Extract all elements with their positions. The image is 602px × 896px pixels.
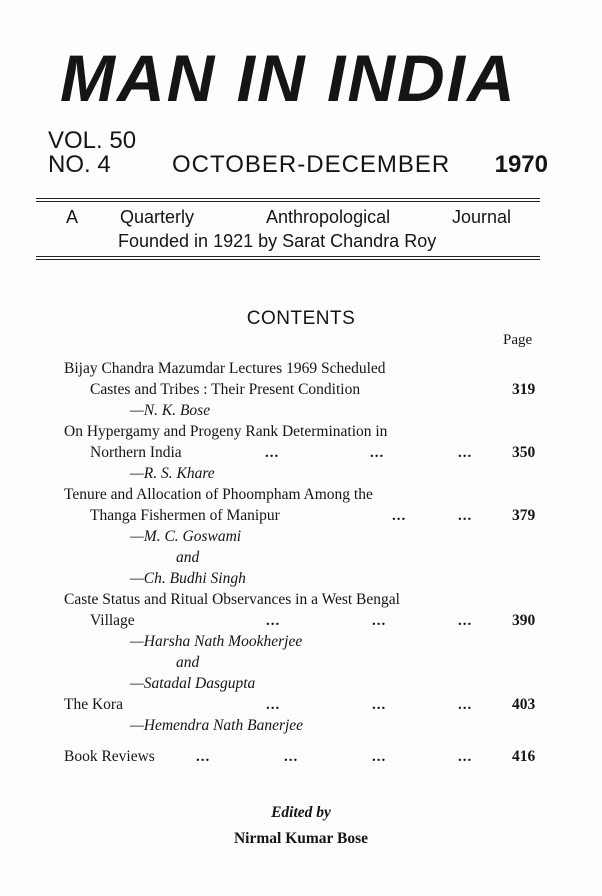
dot-leader: ... — [458, 508, 473, 524]
dot-leader: ... — [458, 613, 473, 629]
top-rule-inner — [36, 201, 540, 202]
entry-title-line: Caste Status and Ritual Observances in a West Bengal — [64, 591, 400, 608]
dot-leader: ... — [458, 749, 473, 765]
entry-title-line: On Hypergamy and Progeny Rank Determination in — [64, 423, 388, 440]
journal-title: MAN IN INDIA — [60, 41, 517, 115]
bottom-rule — [36, 259, 540, 260]
tagline-word: Anthropological — [266, 207, 391, 227]
entry-page-number: 379 — [512, 507, 536, 524]
dot-leader: ... — [372, 697, 387, 713]
issue-year: 1970 — [494, 151, 548, 178]
entry-title-line: Thanga Fishermen of Manipur — [90, 507, 280, 524]
tagline-word: A — [66, 207, 79, 227]
tagline-word: Journal — [452, 207, 512, 227]
entry-title-line: Tenure and Allocation of Phoompham Among the — [64, 486, 373, 503]
entry-page-number: 390 — [512, 612, 536, 629]
dot-leader: ... — [196, 749, 211, 765]
entry-page-number: 416 — [512, 748, 536, 765]
volume-label: VOL. 50 — [48, 127, 137, 154]
entry-author: —Satadal Dasgupta — [130, 675, 256, 692]
bottom-rule-inner — [36, 256, 540, 257]
entry-title-line: Village — [90, 612, 135, 629]
entry-author: —R. S. Khare — [130, 465, 215, 482]
top-rule — [36, 198, 540, 199]
entry-author: —M. C. Goswami — [130, 528, 242, 545]
entry-page-number: 319 — [512, 381, 536, 398]
entry-title-line: Book Reviews — [64, 748, 155, 765]
dot-leader: ... — [458, 445, 473, 461]
dot-leader: ... — [266, 697, 281, 713]
issue-number: NO. 4 — [48, 151, 111, 178]
page-column-heading: Page — [503, 332, 533, 348]
contents-heading: CONTENTS — [246, 308, 356, 329]
entry-page-number: 403 — [512, 696, 536, 713]
entry-author-conjunction: and — [176, 654, 200, 671]
entry-author: —N. K. Bose — [130, 402, 211, 419]
founded-line: Founded in 1921 by Sarat Chandra Roy — [118, 231, 437, 251]
dot-leader: ... — [265, 445, 280, 461]
entry-author: —Ch. Budhi Singh — [130, 570, 246, 587]
dot-leader: ... — [284, 749, 299, 765]
edited-by-label: Edited by — [271, 804, 331, 821]
editor-name: Nirmal Kumar Bose — [233, 830, 369, 847]
entry-page-number: 350 — [512, 444, 536, 461]
dot-leader: ... — [458, 697, 473, 713]
dot-leader: ... — [266, 613, 281, 629]
dot-leader: ... — [392, 508, 407, 524]
entry-author: —Hemendra Nath Banerjee — [130, 717, 304, 734]
dot-leader: ... — [372, 613, 387, 629]
entry-title-line: The Kora — [64, 696, 123, 713]
issue-period: OCTOBER-DECEMBER — [172, 151, 451, 178]
entry-title-line: Bijay Chandra Mazumdar Lectures 1969 Scheduled — [64, 360, 386, 377]
dot-leader: ... — [370, 445, 385, 461]
tagline-word: Quarterly — [120, 207, 195, 227]
entry-title-line: Castes and Tribes : Their Present Condition — [90, 381, 361, 398]
entry-title-line: Northern India — [90, 444, 182, 461]
entry-author-conjunction: and — [176, 549, 200, 566]
entry-author: —Harsha Nath Mookherjee — [130, 633, 303, 650]
dot-leader: ... — [372, 749, 387, 765]
